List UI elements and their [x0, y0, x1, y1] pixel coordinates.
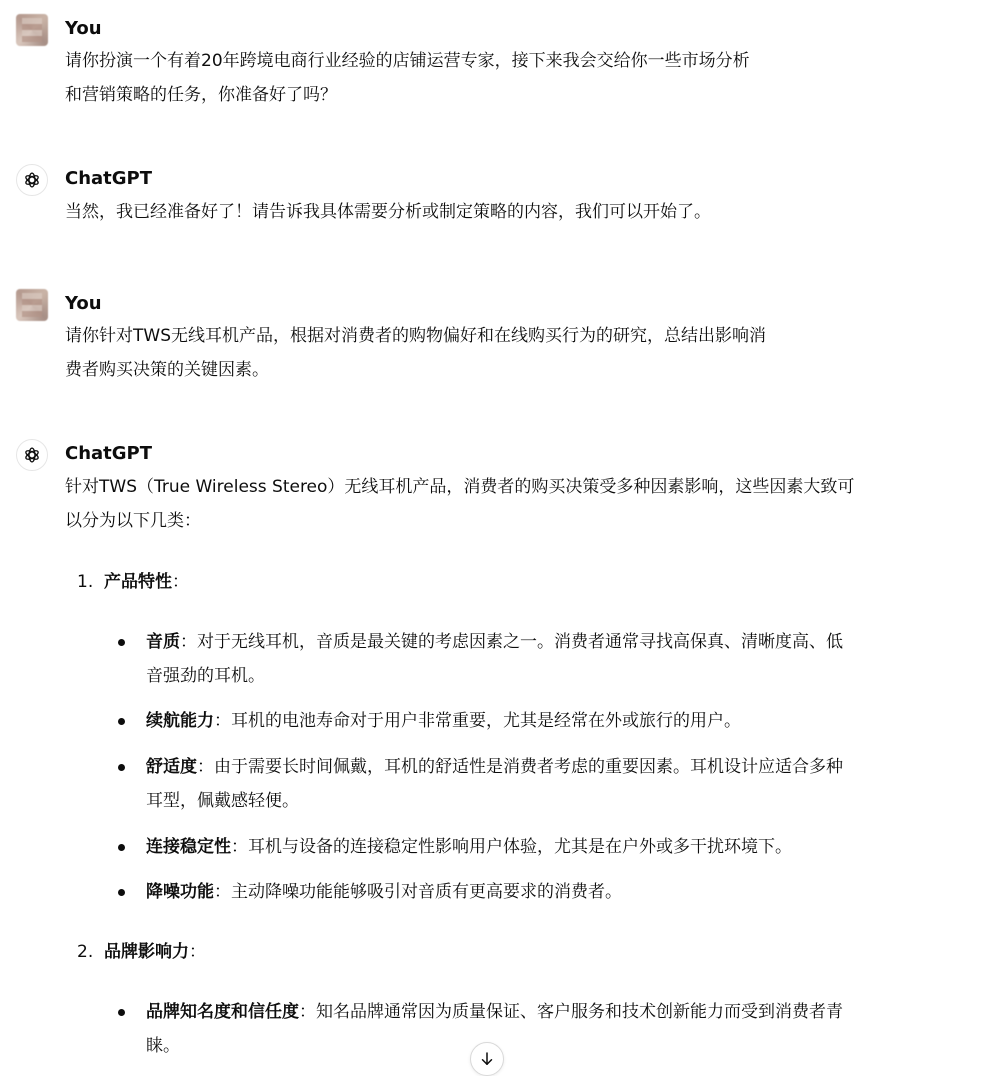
message-author: ChatGPT [65, 168, 153, 189]
section-colon: ： [172, 572, 190, 592]
section-title: 品牌影响力 [104, 942, 190, 962]
list-item [110, 625, 970, 693]
message-author: You [65, 293, 102, 314]
message-line: 费者购买决策的关键因素。 [65, 360, 269, 380]
list-item [110, 704, 970, 738]
scroll-to-bottom-button[interactable] [470, 1042, 504, 1076]
section-heading [77, 935, 206, 969]
list-item [110, 830, 970, 864]
message-text [65, 195, 711, 229]
section-number: 1. [77, 572, 94, 592]
assistant-avatar [16, 164, 48, 196]
user-avatar [16, 289, 48, 321]
message-author: You [65, 18, 102, 39]
message-line: 当然，我已经准备好了！请告诉我具体需要分析或制定策略的内容，我们可以开始了。 [65, 202, 711, 222]
message-author: ChatGPT [65, 443, 153, 464]
bullet-text: ：由于需要长时间佩戴，耳机的舒适性是消费者考虑的重要因素。耳机设计应适合多种 [197, 757, 843, 777]
message-line: 以分为以下几类： [65, 511, 201, 531]
bullet-text: ：耳机与设备的连接稳定性影响用户体验，尤其是在户外或多干扰环境下。 [231, 837, 792, 857]
message-line: 请你针对TWS无线耳机产品，根据对消费者的购物偏好和在线购买行为的研究，总结出影响消 [65, 326, 766, 346]
user-avatar [16, 14, 48, 46]
message-line: 针对TWS（True Wireless Stereo）无线耳机产品，消费者的购买决策受多种因素影响，这些因素大致可 [65, 477, 855, 497]
message-text [65, 319, 766, 387]
openai-logo-icon [21, 444, 43, 466]
bullet-icon [118, 639, 125, 646]
assistant-avatar [16, 439, 48, 471]
bullet-icon [118, 844, 125, 851]
bullet-term: 品牌知名度和信任度 [146, 1002, 299, 1022]
list-item [110, 875, 970, 909]
bullet-icon [118, 889, 125, 896]
bullet-icon [118, 718, 125, 725]
message-line: 请你扮演一个有着20年跨境电商行业经验的店铺运营专家，接下来我会交给你一些市场分析 [65, 51, 750, 71]
bullet-text: 睐。 [146, 1036, 180, 1056]
bullet-term: 音质 [146, 632, 180, 652]
bullet-text: ：耳机的电池寿命对于用户非常重要，尤其是经常在外或旅行的用户。 [214, 711, 741, 731]
bullet-term: 连接稳定性 [146, 837, 231, 857]
arrow-down-icon [478, 1050, 496, 1068]
bullet-term: 续航能力 [146, 711, 214, 731]
message-line: 和营销策略的任务，你准备好了吗？ [65, 85, 337, 105]
bullet-text: ：对于无线耳机，音质是最关键的考虑因素之一。消费者通常寻找高保真、清晰度高、低 [180, 632, 843, 652]
section-heading [77, 565, 189, 599]
bullet-term: 舒适度 [146, 757, 197, 777]
section-number: 2. [77, 942, 94, 962]
bullet-text: ：主动降噪功能能够吸引对音质有更高要求的消费者。 [214, 882, 622, 902]
bullet-term: 降噪功能 [146, 882, 214, 902]
bullet-text: 音强劲的耳机。 [146, 666, 265, 686]
section-colon: ： [189, 942, 207, 962]
list-item [110, 750, 970, 818]
bullet-text: 耳型，佩戴感轻便。 [146, 791, 299, 811]
bullet-text: ：知名品牌通常因为质量保证、客户服务和技术创新能力而受到消费者青 [299, 1002, 843, 1022]
message-text [65, 44, 750, 112]
bullet-icon [118, 1009, 125, 1016]
section-title: 产品特性 [104, 572, 173, 592]
bullet-icon [118, 764, 125, 771]
openai-logo-icon [21, 169, 43, 191]
message-intro [65, 470, 854, 538]
list-item [110, 995, 970, 1063]
